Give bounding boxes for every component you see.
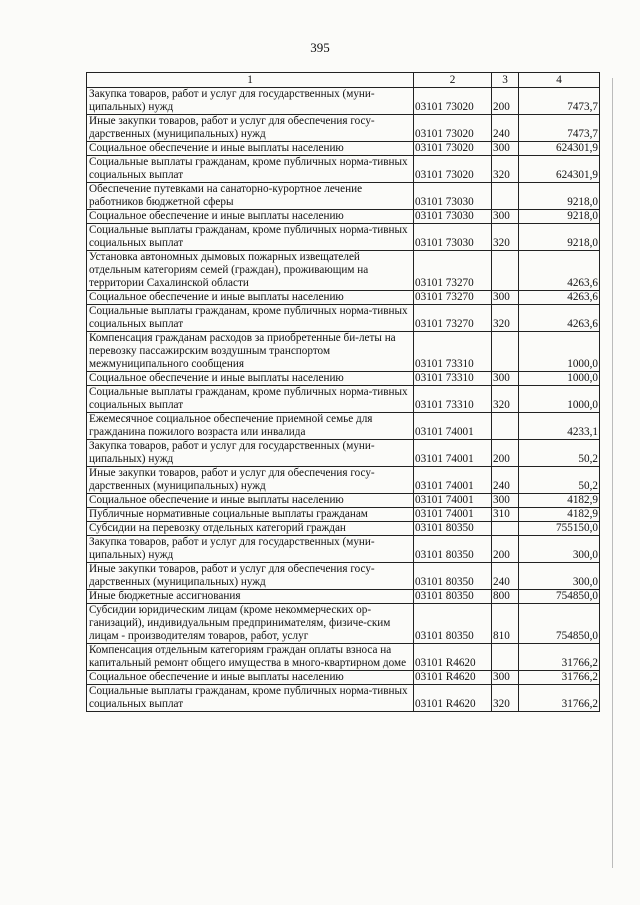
row-target-code-cell: 03101 73020 — [414, 156, 492, 183]
row-name-cell: Социальное обеспечение и иные выплаты населению — [87, 494, 414, 508]
row-expense-type-cell: 300 — [492, 494, 519, 508]
row-expense-type-cell: 240 — [492, 467, 519, 494]
row-amount-cell: 9218,0 — [519, 224, 600, 251]
page-number: 395 — [310, 40, 330, 55]
row-name-cell: Субсидии на перевозку отдельных категорий граждан — [87, 522, 414, 536]
row-name-cell: Социальное обеспечение и иные выплаты населению — [87, 291, 414, 305]
table-row — [87, 251, 600, 291]
row-expense-type-cell: 810 — [492, 604, 519, 644]
row-target-code-cell: 03101 74001 — [414, 467, 492, 494]
row-target-code-cell: 03101 73310 — [414, 332, 492, 372]
row-name-cell: Социальные выплаты гражданам, кроме публичных норма-тивных социальных выплат — [87, 305, 414, 332]
row-expense-type-cell: 320 — [492, 224, 519, 251]
row-target-code-cell: 03101 74001 — [414, 413, 492, 440]
row-expense-type-cell: 300 — [492, 671, 519, 685]
row-target-code-cell: 03101 73020 — [414, 88, 492, 115]
row-amount-cell: 1000,0 — [519, 372, 600, 386]
row-amount-cell: 300,0 — [519, 536, 600, 563]
row-target-code-cell: 03101 80350 — [414, 590, 492, 604]
row-name-cell: Иные закупки товаров, работ и услуг для обеспечения госу-дарственных (муниципальных) нужд — [87, 563, 414, 590]
row-name-cell: Компенсация гражданам расходов за приобретенные би-леты на перевозку пассажирским воздушным транспортом межмуниципального сообщения — [87, 332, 414, 372]
row-amount-cell: 4263,6 — [519, 291, 600, 305]
row-target-code-cell: 03101 73310 — [414, 372, 492, 386]
table-row — [87, 563, 600, 590]
table-row — [87, 536, 600, 563]
row-name-cell: Закупка товаров, работ и услуг для государственных (муни-ципальных) нужд — [87, 88, 414, 115]
row-target-code-cell: 03101 80350 — [414, 536, 492, 563]
row-target-code-cell: 03101 73030 — [414, 210, 492, 224]
row-expense-type-cell — [492, 332, 519, 372]
row-target-code-cell: 03101 73270 — [414, 291, 492, 305]
table-row — [87, 224, 600, 251]
table-row — [87, 305, 600, 332]
row-name-cell: Иные бюджетные ассигнования — [87, 590, 414, 604]
row-amount-cell: 300,0 — [519, 563, 600, 590]
row-target-code-cell: 03101 R4620 — [414, 644, 492, 671]
table-row — [87, 142, 600, 156]
row-target-code-cell: 03101 80350 — [414, 522, 492, 536]
row-name-cell: Социальное обеспечение и иные выплаты населению — [87, 671, 414, 685]
row-amount-cell: 4263,6 — [519, 305, 600, 332]
row-target-code-cell: 03101 80350 — [414, 604, 492, 644]
row-amount-cell: 4182,9 — [519, 494, 600, 508]
row-name-cell: Обеспечение путевками на санаторно-курортное лечение работников бюджетной сферы — [87, 183, 414, 210]
row-expense-type-cell — [492, 644, 519, 671]
row-expense-type-cell: 200 — [492, 536, 519, 563]
header-col-3: 3 — [492, 73, 519, 88]
row-expense-type-cell: 300 — [492, 142, 519, 156]
table-row — [87, 386, 600, 413]
header-col-2: 2 — [414, 73, 492, 88]
row-expense-type-cell: 200 — [492, 440, 519, 467]
row-target-code-cell: 03101 73030 — [414, 224, 492, 251]
row-target-code-cell: 03101 73310 — [414, 386, 492, 413]
header-col-4: 4 — [519, 73, 600, 88]
table-row — [87, 115, 600, 142]
table-row — [87, 494, 600, 508]
row-target-code-cell: 03101 73020 — [414, 142, 492, 156]
row-expense-type-cell — [492, 183, 519, 210]
row-target-code-cell: 03101 74001 — [414, 494, 492, 508]
row-name-cell: Социальные выплаты гражданам, кроме публичных норма-тивных социальных выплат — [87, 224, 414, 251]
row-amount-cell: 4182,9 — [519, 508, 600, 522]
row-expense-type-cell — [492, 522, 519, 536]
row-amount-cell: 7473,7 — [519, 115, 600, 142]
row-amount-cell: 7473,7 — [519, 88, 600, 115]
row-name-cell: Закупка товаров, работ и услуг для государственных (муни-ципальных) нужд — [87, 440, 414, 467]
table-row — [87, 88, 600, 115]
row-expense-type-cell: 320 — [492, 685, 519, 712]
table-row — [87, 210, 600, 224]
row-target-code-cell: 03101 73270 — [414, 305, 492, 332]
row-name-cell: Закупка товаров, работ и услуг для государственных (муни-ципальных) нужд — [87, 536, 414, 563]
row-amount-cell: 1000,0 — [519, 332, 600, 372]
row-amount-cell: 1000,0 — [519, 386, 600, 413]
row-expense-type-cell: 320 — [492, 156, 519, 183]
row-name-cell: Компенсация отдельным категориям граждан оплаты взноса на капитальный ремонт общего имущества в много-квартирном доме — [87, 644, 414, 671]
row-target-code-cell: 03101 R4620 — [414, 671, 492, 685]
row-amount-cell: 31766,2 — [519, 644, 600, 671]
table-row — [87, 671, 600, 685]
row-name-cell: Социальные выплаты гражданам, кроме публичных норма-тивных социальных выплат — [87, 156, 414, 183]
row-target-code-cell: 03101 74001 — [414, 440, 492, 467]
row-name-cell: Иные закупки товаров, работ и услуг для обеспечения госу-дарственных (муниципальных) нужд — [87, 467, 414, 494]
row-amount-cell: 9218,0 — [519, 210, 600, 224]
row-amount-cell: 50,2 — [519, 440, 600, 467]
row-name-cell: Установка автономных дымовых пожарных извещателей отдельным категориям семей (граждан), проживающим на территории Сахалинской области — [87, 251, 414, 291]
row-expense-type-cell: 200 — [492, 88, 519, 115]
row-amount-cell: 4263,6 — [519, 251, 600, 291]
row-amount-cell: 754850,0 — [519, 590, 600, 604]
row-name-cell: Социальные выплаты гражданам, кроме публичных норма-тивных социальных выплат — [87, 386, 414, 413]
row-expense-type-cell — [492, 413, 519, 440]
table-row — [87, 522, 600, 536]
row-amount-cell: 755150,0 — [519, 522, 600, 536]
table-row — [87, 332, 600, 372]
row-target-code-cell: 03101 74001 — [414, 508, 492, 522]
table-body — [87, 88, 600, 712]
row-name-cell: Социальное обеспечение и иные выплаты населению — [87, 210, 414, 224]
row-name-cell: Ежемесячное социальное обеспечение приемной семье для гражданина пожилого возраста или инвалида — [87, 413, 414, 440]
row-name-cell: Публичные нормативные социальные выплаты гражданам — [87, 508, 414, 522]
row-expense-type-cell: 300 — [492, 210, 519, 224]
table-row — [87, 372, 600, 386]
row-expense-type-cell: 310 — [492, 508, 519, 522]
row-amount-cell: 4233,1 — [519, 413, 600, 440]
table-row — [87, 291, 600, 305]
row-expense-type-cell: 300 — [492, 291, 519, 305]
row-name-cell: Иные закупки товаров, работ и услуг для обеспечения госу-дарственных (муниципальных) нужд — [87, 115, 414, 142]
row-amount-cell: 624301,9 — [519, 156, 600, 183]
row-expense-type-cell: 300 — [492, 372, 519, 386]
row-expense-type-cell: 240 — [492, 115, 519, 142]
budget-table — [86, 72, 600, 712]
header-col-1: 1 — [87, 73, 414, 88]
table-row — [87, 685, 600, 712]
row-name-cell: Субсидии юридическим лицам (кроме некоммерческих ор-ганизаций), индивидуальным предпринимателям, физиче-ским лицам - производителям товаров, работ, услуг — [87, 604, 414, 644]
table-row — [87, 467, 600, 494]
row-target-code-cell: 03101 73030 — [414, 183, 492, 210]
row-target-code-cell: 03101 80350 — [414, 563, 492, 590]
table-row — [87, 644, 600, 671]
table-row — [87, 590, 600, 604]
row-amount-cell: 754850,0 — [519, 604, 600, 644]
table-row — [87, 156, 600, 183]
table-row — [87, 440, 600, 467]
row-name-cell: Социальное обеспечение и иные выплаты населению — [87, 372, 414, 386]
page-edge-line — [612, 78, 613, 868]
table-row — [87, 604, 600, 644]
row-amount-cell: 9218,0 — [519, 183, 600, 210]
table-row — [87, 413, 600, 440]
row-amount-cell: 624301,9 — [519, 142, 600, 156]
row-amount-cell: 50,2 — [519, 467, 600, 494]
table-row — [87, 183, 600, 210]
row-name-cell: Социальные выплаты гражданам, кроме публичных норма-тивных социальных выплат — [87, 685, 414, 712]
row-amount-cell: 31766,2 — [519, 685, 600, 712]
table-row — [87, 508, 600, 522]
table-header-row — [87, 73, 600, 88]
row-expense-type-cell — [492, 251, 519, 291]
row-target-code-cell: 03101 R4620 — [414, 685, 492, 712]
row-expense-type-cell: 320 — [492, 386, 519, 413]
budget-table-container — [86, 72, 600, 712]
row-amount-cell: 31766,2 — [519, 671, 600, 685]
row-expense-type-cell: 240 — [492, 563, 519, 590]
row-expense-type-cell: 800 — [492, 590, 519, 604]
row-target-code-cell: 03101 73020 — [414, 115, 492, 142]
row-expense-type-cell: 320 — [492, 305, 519, 332]
row-name-cell: Социальное обеспечение и иные выплаты населению — [87, 142, 414, 156]
row-target-code-cell: 03101 73270 — [414, 251, 492, 291]
